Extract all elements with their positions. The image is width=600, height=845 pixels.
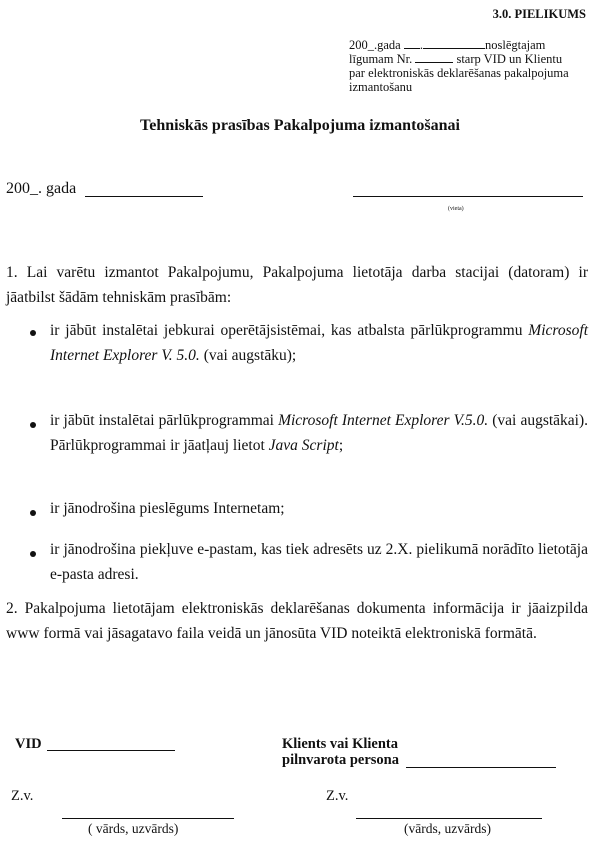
ref-blank-month [423, 39, 485, 49]
section-2: 2. Pakalpojuma lietotājam elektroniskās deklarēšanas dokumenta informācija ir jāaizpilda www formā vai jāsagatavo faila veidā un jānosūta VID noteiktā elektroniskā formātā. [6, 600, 588, 642]
bullet-os-requirement: ir jābūt instalētai jebkurai operētājsistēmai, kas atbalsta pārlūkprogrammu Microsoft Internet Explorer V. 5.0. (vai augstāku); [50, 322, 588, 364]
bullet-icon [30, 422, 36, 428]
bullet-internet-requirement: ir jānodrošina pieslēgums Internetam; [50, 500, 285, 517]
place-label: (vieta) [448, 206, 464, 212]
place-blank-line [353, 196, 583, 197]
client-signature-label-2: pilnvarota persona [282, 752, 399, 768]
ref-blank-number [415, 53, 453, 63]
section-1-intro: 1. Lai varētu izmantot Pakalpojumu, Pakalpojuma lietotāja darba stacijai (datoram) ir jāatbilst šādām tehniskām prasībām: [6, 264, 588, 306]
bullet-icon [30, 330, 36, 336]
vid-signature-label: VID [15, 736, 42, 752]
name-caption-left: ( vārds, uzvārds) [88, 821, 179, 836]
ref-agreement-no: līgumam Nr. [349, 52, 413, 66]
agreement-reference [349, 38, 589, 94]
ref-usage: izmantošanu [349, 80, 413, 94]
date-blank-line [85, 196, 203, 197]
bullet-icon [30, 510, 36, 516]
seal-place-left: Z.v. [11, 788, 34, 804]
annex-label: 3.0. PIELIKUMS [492, 7, 586, 21]
bullet-icon [30, 551, 36, 557]
ref-concluded: noslēgtajam [484, 38, 546, 52]
ref-parties: starp VID un Klientu [456, 52, 563, 66]
name-caption-right: (vārds, uzvārds) [404, 821, 491, 836]
name-line-left [62, 818, 234, 819]
ref-year: 200_.gada [349, 38, 401, 52]
ref-blank-day [404, 39, 420, 49]
ref-subject: par elektroniskās deklarēšanas pakalpojuma [349, 66, 569, 80]
bullet-email-requirement: ir jānodrošina piekļuve e-pastam, kas tiek adresēts uz 2.X. pielikumā norādīto lietotāja e-pasta adresi. [50, 541, 588, 583]
date-label: 200_. gada [6, 180, 77, 197]
bullet-browser-requirement: ir jābūt instalētai pārlūkprogrammai Microsoft Internet Explorer V.5.0. (vai augstākai). Pārlūkprogrammai ir jāatļauj lietot Java Script; [50, 412, 589, 454]
javascript-name: Java Script [268, 437, 339, 454]
document-title: Tehniskās prasības Pakalpojuma izmantošanai [140, 117, 460, 134]
client-signature-line [406, 767, 556, 768]
browser-name: Microsoft Internet Explorer V.5.0. [278, 412, 489, 429]
browser-name: Microsoft Internet Explorer V. 5.0. [50, 322, 588, 364]
seal-place-right: Z.v. [326, 788, 349, 804]
vid-signature-line [47, 750, 175, 751]
name-line-right [356, 818, 542, 819]
client-signature-label-1: Klients vai Klienta [282, 736, 398, 752]
ref-dot: . [419, 38, 423, 52]
